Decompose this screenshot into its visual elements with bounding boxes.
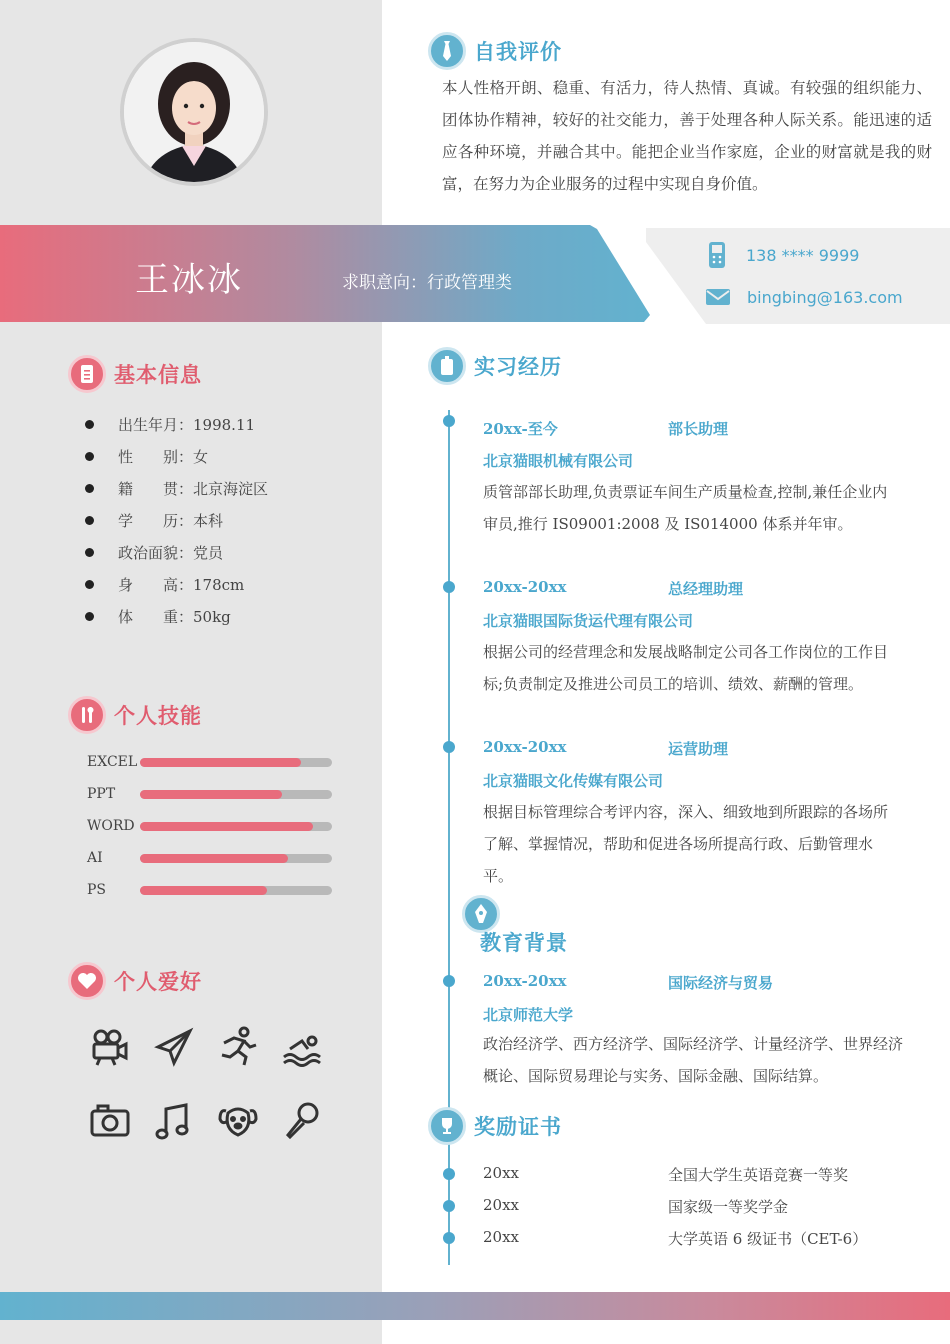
section-title: 个人爱好 — [114, 970, 202, 994]
info-text: 政治面貌：党员 — [118, 543, 224, 562]
phone-icon — [706, 240, 728, 270]
education-title-row — [480, 927, 568, 957]
bullet — [85, 452, 94, 461]
info-birth — [80, 408, 268, 440]
skill-name: PPT — [87, 786, 116, 802]
skill-bar-fill — [140, 822, 313, 831]
edu-desc: 政治经济学、西方经济学、国际经济学、计量经济学、世界经济概论、国际贸易理论与实务、国际金融、国际结算。 — [483, 1035, 904, 1085]
basic-info-header — [68, 355, 202, 393]
exp-date: 20xx-20xx — [483, 578, 567, 596]
skill-name: EXCEL — [87, 754, 138, 770]
email-row — [705, 287, 903, 307]
exp-role: 运营助理 — [668, 740, 729, 758]
info-political — [80, 536, 268, 568]
document-icon — [68, 355, 106, 393]
award-year: 20xx — [483, 1164, 520, 1182]
award-row — [483, 1196, 788, 1217]
timeline-dot — [443, 1232, 455, 1244]
info-education — [80, 504, 268, 536]
bullet — [85, 548, 94, 557]
timeline-dot — [443, 741, 455, 753]
edu-school: 北京师范大学 — [483, 1006, 574, 1024]
bullet — [85, 612, 94, 621]
exp-role: 总经理助理 — [668, 580, 744, 598]
skill-name: PS — [87, 882, 107, 898]
skill-row — [87, 874, 332, 906]
job-intent: 求职意向：行政管理类 — [342, 273, 512, 293]
mail-icon — [705, 287, 731, 307]
skill-row — [87, 810, 332, 842]
info-text: 出生年月：1998.11 — [118, 415, 256, 434]
exp-date: 20xx-20xx — [483, 738, 567, 756]
email-address[interactable]: bingbing@163.com — [747, 287, 903, 307]
award-row — [483, 1164, 848, 1185]
skill-row — [87, 778, 332, 810]
section-title: 奖励证书 — [474, 1115, 562, 1139]
skill-bar — [140, 854, 332, 863]
timeline-dot — [443, 975, 455, 987]
skill-row — [87, 746, 332, 778]
timeline-dot — [443, 1168, 455, 1180]
airplane-icon — [152, 1025, 196, 1069]
skills-header — [68, 696, 202, 734]
skill-bar-fill — [140, 790, 282, 799]
exp-company: 北京猫眼国际货运代理有限公司 — [483, 612, 694, 630]
awards-header — [428, 1107, 562, 1145]
skill-name: WORD — [87, 818, 135, 834]
avatar — [120, 38, 268, 186]
hobbies-header — [68, 962, 202, 1000]
exp-desc: 质管部部长助理,负责票证车间生产质量检查,控制,兼任企业内审员,推行 IS09001:2008 及 IS014000 体系并年审。 — [483, 483, 888, 533]
phone-number: 138 **** 9999 — [746, 245, 860, 265]
exp-desc: 根据公司的经营理念和发展战略制定公司各工作岗位的工作目标;负责制定及推进公司员工的培训、绩效、薪酬的管理。 — [483, 643, 889, 693]
skill-bar — [140, 758, 332, 767]
section-title: 教育背景 — [480, 931, 568, 955]
award-name: 国家级一等奖学金 — [668, 1198, 789, 1216]
running-icon — [216, 1025, 260, 1069]
tie-icon — [428, 32, 466, 70]
section-title: 实习经历 — [474, 355, 562, 379]
bullet — [85, 516, 94, 525]
footer-gradient-bar — [0, 1292, 950, 1320]
info-height — [80, 568, 268, 600]
award-year: 20xx — [483, 1228, 520, 1246]
bullet — [85, 484, 94, 493]
candidate-name: 王冰冰 — [135, 260, 243, 300]
heart-icon — [68, 962, 106, 1000]
exp-date: 20xx-至今 — [483, 420, 558, 438]
exp-company: 北京猫眼文化传媒有限公司 — [483, 772, 664, 790]
skill-name: AI — [87, 850, 103, 866]
phone-row — [706, 240, 859, 270]
tools-icon — [68, 696, 106, 734]
info-weight — [80, 600, 268, 632]
internship-header — [428, 347, 562, 385]
skill-bar-fill — [140, 758, 301, 767]
award-name: 大学英语 6 级证书（CET-6） — [668, 1230, 868, 1248]
timeline-dot — [443, 581, 455, 593]
info-text: 体 重：50kg — [118, 607, 231, 626]
exp-role: 部长助理 — [668, 420, 729, 438]
bullet — [85, 420, 94, 429]
section-title: 个人技能 — [114, 704, 202, 728]
exp-company: 北京猫眼机械有限公司 — [483, 452, 634, 470]
skill-bar — [140, 886, 332, 895]
movie-camera-icon — [88, 1025, 132, 1069]
self-eval-header — [428, 32, 562, 70]
swimming-icon — [280, 1025, 324, 1069]
exp-desc: 根据目标管理综合考评内容，深入、细致地到所跟踪的各场所了解、掌握情况，帮助和促进各场所提高行政、后勤管理水平。 — [483, 803, 889, 885]
award-row — [483, 1228, 867, 1249]
edu-major: 国际经济与贸易 — [668, 974, 774, 992]
photo-camera-icon — [88, 1099, 132, 1143]
skill-row — [87, 842, 332, 874]
skills-list — [87, 746, 332, 906]
dog-icon — [216, 1099, 260, 1143]
timeline-dot — [443, 1200, 455, 1212]
section-title: 自我评价 — [474, 40, 562, 64]
self-eval-text: 本人性格开朗、稳重、有活力，待人热情、真诚。有较强的组织能力、团体协作精神，较好的社交能力，善于处理各种人际关系。能迅速的适应各种环境，并融合其中。能把企业当作家庭，企业的财富就是我的财富，在努力为企业服务的过程中实现自身价值。 — [442, 79, 932, 193]
basic-info-list — [80, 408, 268, 632]
briefcase-icon — [428, 347, 466, 385]
info-text: 学 历：本科 — [118, 511, 224, 530]
trophy-icon — [428, 1107, 466, 1145]
award-name: 全国大学生英语竞赛一等奖 — [668, 1166, 849, 1184]
info-gender — [80, 440, 268, 472]
skill-bar — [140, 790, 332, 799]
award-year: 20xx — [483, 1196, 520, 1214]
info-text: 身 高：178cm — [118, 575, 245, 594]
music-note-icon — [152, 1099, 196, 1143]
microphone-icon — [280, 1099, 324, 1143]
bullet — [85, 580, 94, 589]
hobbies-grid — [88, 1025, 344, 1143]
section-title: 基本信息 — [114, 363, 202, 387]
name-banner — [0, 225, 650, 322]
edu-date: 20xx-20xx — [483, 972, 567, 990]
skill-bar-fill — [140, 886, 267, 895]
timeline-dot — [443, 415, 455, 427]
portrait-photo — [124, 42, 264, 182]
info-text: 籍 贯：北京海淀区 — [118, 479, 269, 498]
skill-bar-fill — [140, 854, 288, 863]
skill-bar — [140, 822, 332, 831]
info-origin — [80, 472, 268, 504]
info-text: 性 别：女 — [118, 447, 209, 466]
